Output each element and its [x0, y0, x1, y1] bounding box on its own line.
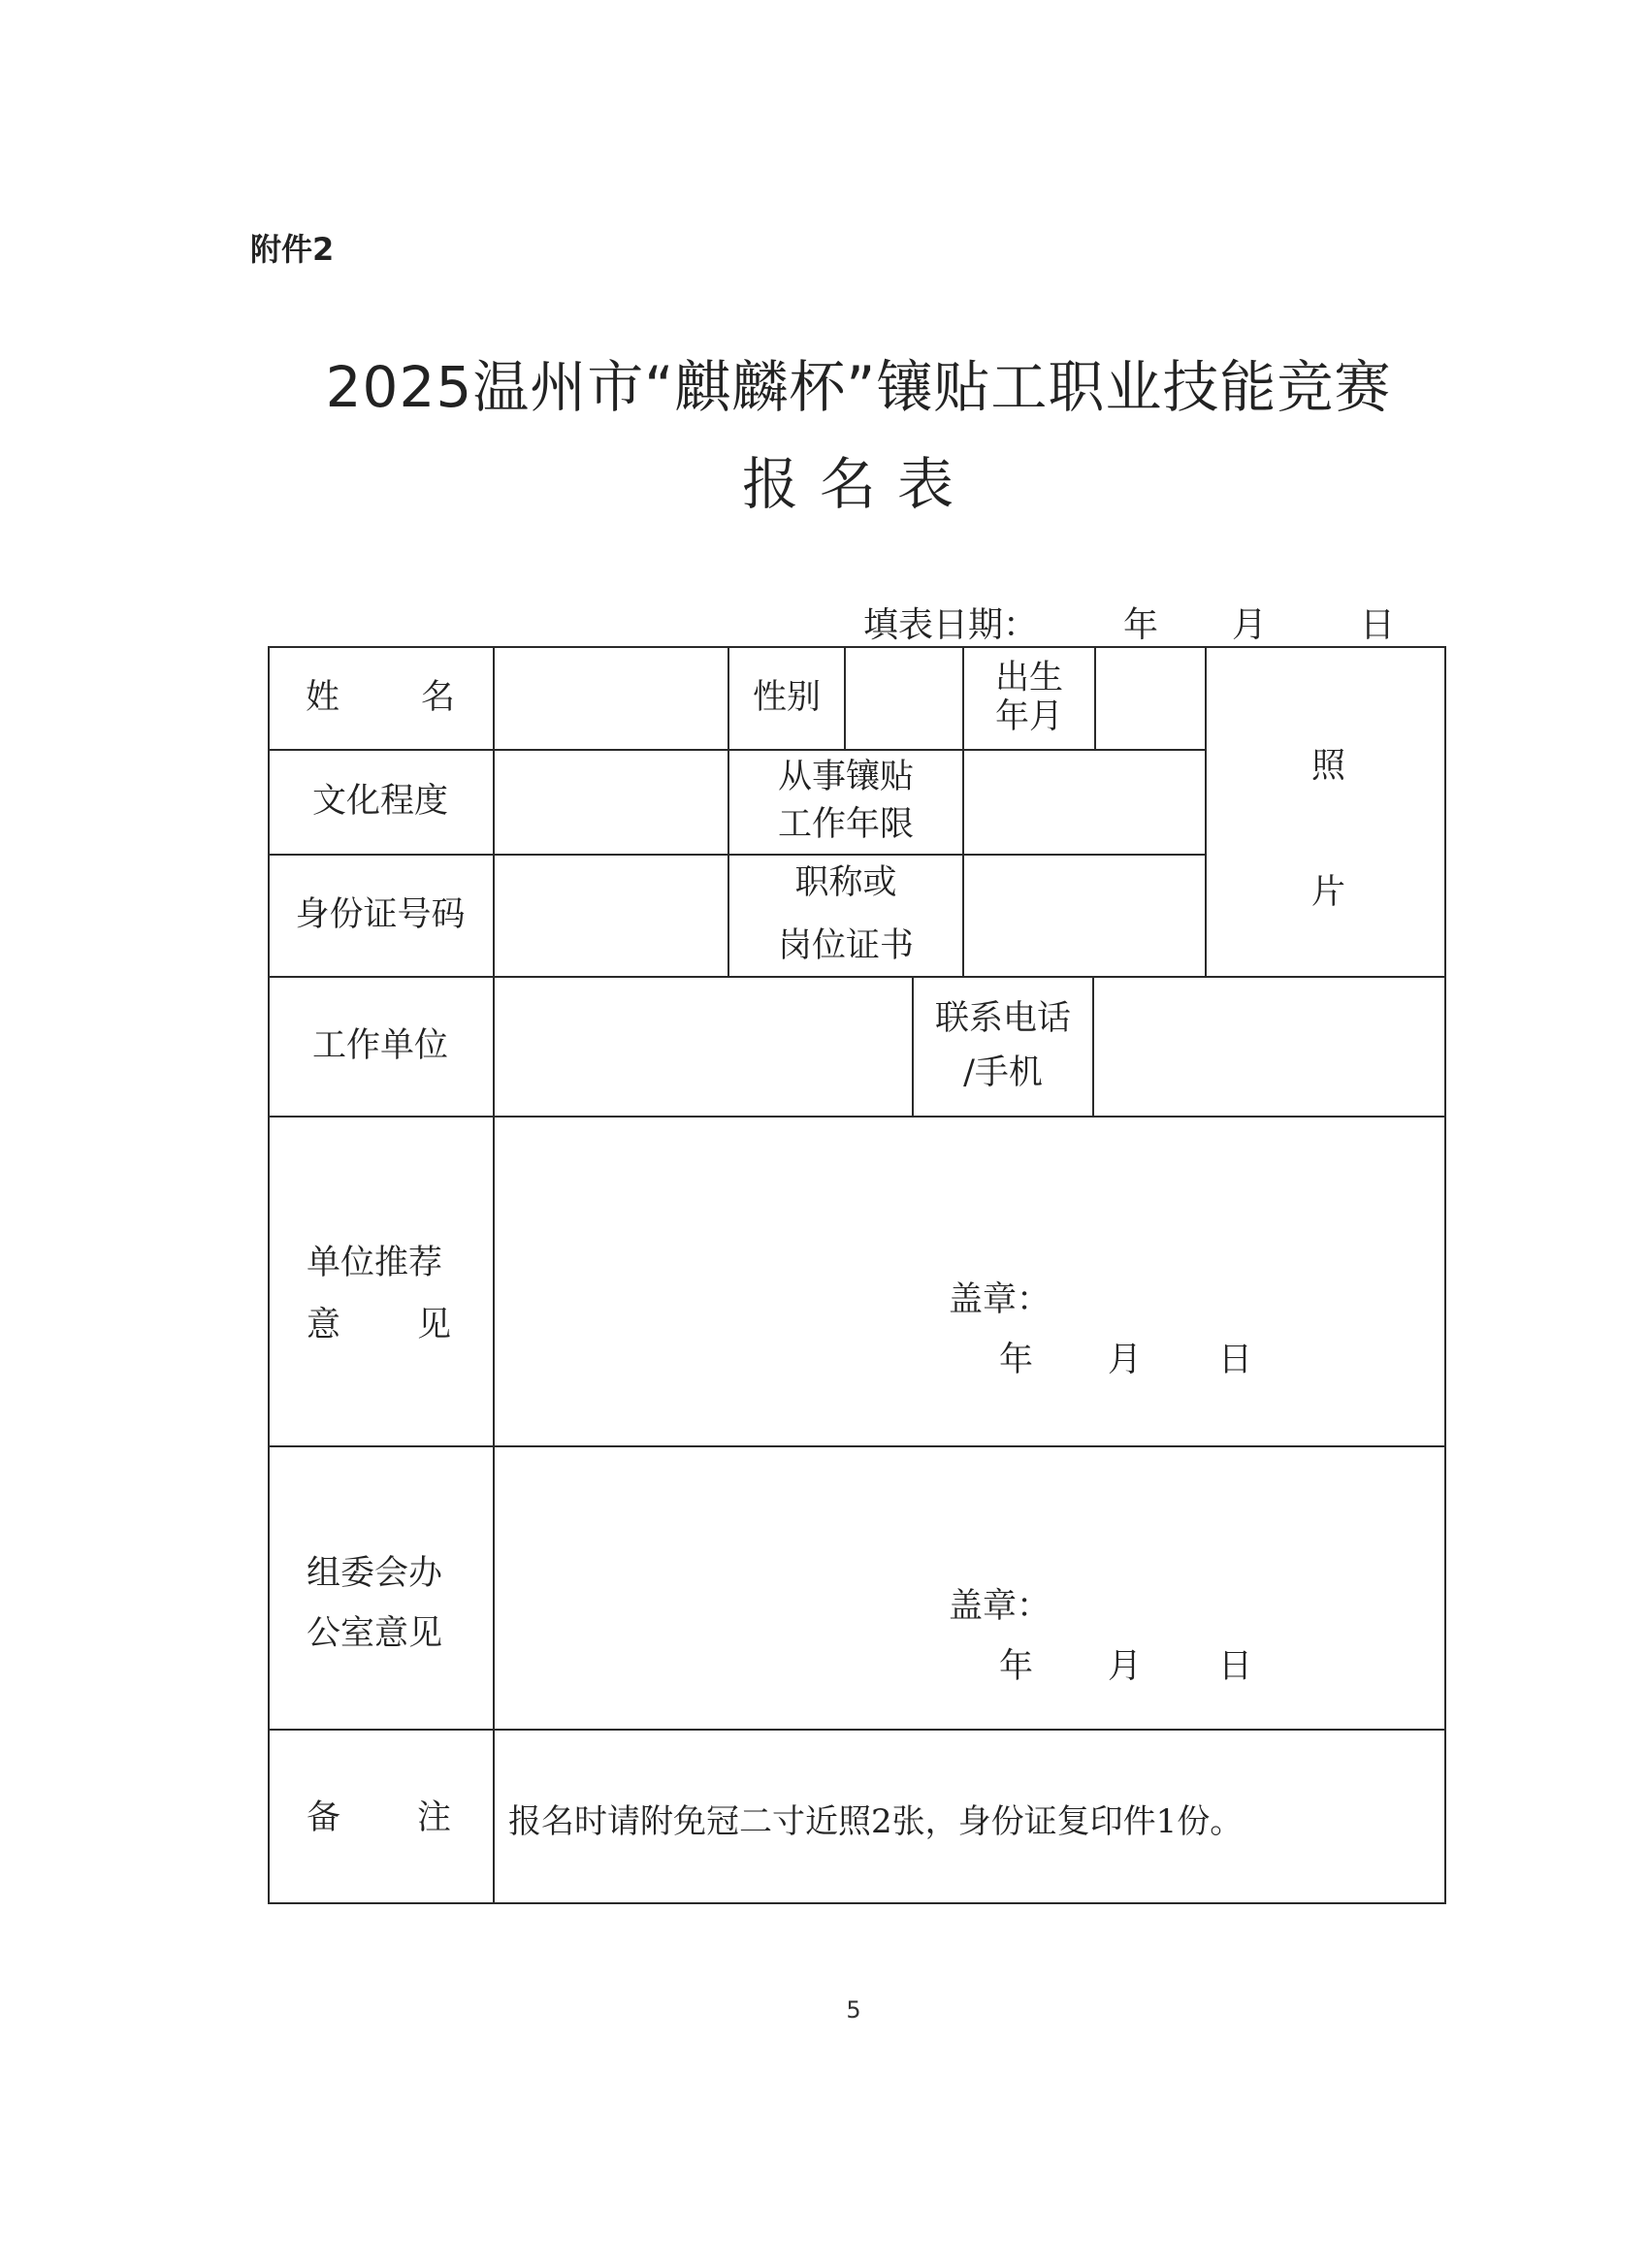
- recommend-date-day: 日: [1218, 1341, 1253, 1379]
- photo-label-a: 照: [1311, 747, 1346, 786]
- name-field[interactable]: [495, 648, 728, 749]
- committee-date-year: 年: [999, 1647, 1034, 1686]
- name-label-b: 名: [421, 678, 456, 717]
- birth-field[interactable]: [1096, 648, 1205, 749]
- remarks-text: 报名时请附免冠二寸近照2张，身份证复印件1份。: [508, 1802, 1244, 1841]
- employer-label: 工作单位: [311, 1026, 448, 1065]
- recommend-label-1: 单位推荐: [307, 1244, 443, 1282]
- recommend-field[interactable]: [495, 1118, 1444, 1445]
- id-number-label: 身份证号码: [295, 895, 466, 934]
- remarks-label-a: 备: [307, 1798, 341, 1837]
- recommend-date-year: 年: [999, 1341, 1034, 1379]
- fill-date-year: 年: [1123, 605, 1159, 645]
- remarks-field: [495, 1731, 1444, 1902]
- page-title: 2025温州市“麒麟杯”镶贴工职业技能竞赛: [325, 354, 1392, 420]
- recommend-label-2b: 见: [417, 1306, 452, 1345]
- phone-label-2: /手机: [963, 1053, 1043, 1092]
- education-field[interactable]: [495, 751, 728, 854]
- committee-label-2: 公室意见: [307, 1614, 443, 1653]
- remarks-label: [268, 1729, 493, 1902]
- form-border-right: [1444, 646, 1446, 1904]
- education-label: 文化程度: [311, 782, 448, 821]
- gender-label: 性别: [752, 678, 821, 717]
- gender-field[interactable]: [846, 648, 962, 749]
- birth-label: [964, 646, 1094, 749]
- title-cert-label: [729, 854, 962, 976]
- birth-label-2: 年月: [994, 697, 1063, 736]
- title-cert-label-2: 岗位证书: [777, 926, 914, 965]
- name-label: [268, 646, 493, 749]
- recommend-date-month: 月: [1108, 1341, 1143, 1379]
- page-subtitle: 报名表: [741, 451, 975, 517]
- name-label-a: 姓: [305, 678, 340, 717]
- committee-field[interactable]: [495, 1447, 1444, 1729]
- remarks-label-b: 注: [417, 1798, 452, 1837]
- phone-label-1: 联系电话: [934, 999, 1071, 1038]
- recommend-seal-label: 盖章：: [949, 1280, 1051, 1319]
- birth-label-1: 出生: [994, 658, 1063, 697]
- fill-date-label: 填表日期：: [863, 605, 1039, 645]
- id-number-field[interactable]: [495, 856, 728, 976]
- attachment-label: 附件2: [250, 231, 335, 268]
- committee-date-month: 月: [1108, 1647, 1143, 1686]
- work-years-label-1: 从事镶贴: [777, 758, 914, 796]
- recommend-label: [268, 1116, 493, 1445]
- work-years-label-2: 工作年限: [777, 805, 914, 844]
- photo-label-b: 片: [1311, 873, 1346, 912]
- fill-date-day: 日: [1360, 605, 1396, 645]
- page-number: 5: [846, 1996, 861, 2024]
- phone-label: [914, 976, 1092, 1116]
- title-cert-label-1: 职称或: [794, 863, 897, 903]
- committee-date-day: 日: [1218, 1647, 1253, 1686]
- employer-field[interactable]: [495, 978, 912, 1116]
- committee-seal-label: 盖章：: [949, 1587, 1051, 1626]
- fill-date-month: 月: [1232, 605, 1268, 645]
- registration-form: [268, 646, 1446, 1904]
- work-years-field[interactable]: [964, 751, 1205, 854]
- committee-label-1: 组委会办: [307, 1554, 443, 1593]
- committee-label: [268, 1445, 493, 1729]
- recommend-label-2a: 意: [307, 1306, 341, 1345]
- phone-field[interactable]: [1094, 978, 1444, 1116]
- form-border-bottom: [268, 1902, 1446, 1904]
- photo-box[interactable]: [1207, 648, 1444, 976]
- title-cert-field[interactable]: [964, 856, 1205, 976]
- work-years-label: [729, 749, 962, 854]
